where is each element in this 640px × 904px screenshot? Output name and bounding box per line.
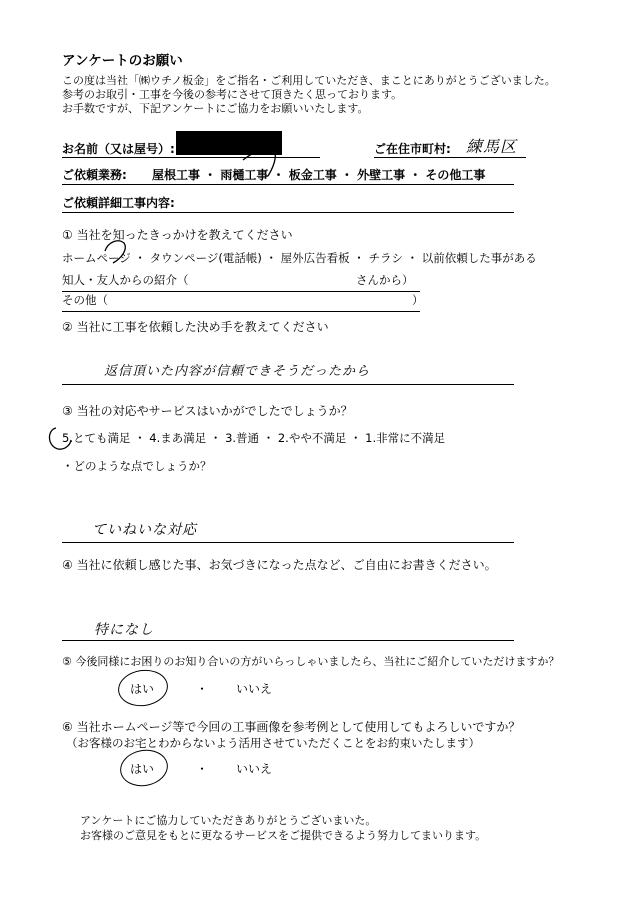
intro-line-1: この度は当社「㈱ウチノ板金」をご指名・ご利用していただき、まことにありがとうございました。 [62,74,556,87]
q4-underline [62,640,514,641]
intro-line-3: お手数ですが、下記アンケートにご協力をお願いいたします。 [62,102,369,115]
request-underline [62,184,514,185]
q4-answer: 特になし [94,622,154,638]
q5-yes-circle [116,667,171,710]
q1-options: ホームページ ・ タウンページ(電話帳) ・ 屋外広告看板 ・ チラシ ・ 以前依頼した事がある [62,251,537,265]
q6-no: いいえ [236,762,273,776]
q1-referral-underline [62,291,420,292]
q1-other: その他（ [62,293,108,307]
detail-label: ご依頼詳細工事内容: [62,196,175,210]
q5-separator: ・ [196,682,209,696]
q5-yes: はい [130,682,155,696]
q1-other-close: ） [412,293,424,307]
address-value: 練馬区 [466,137,518,156]
name-label: お名前（又は屋号）: [62,142,175,156]
q3-followup: ・どのような点でしょうか？ [62,459,212,473]
q1-other-underline [62,311,420,312]
q6-separator: ・ [196,762,209,776]
redacted-name [176,131,282,155]
q2-underline [62,384,514,385]
page-title: アンケートのお願い [62,53,183,69]
q6-yes: はい [130,762,155,776]
q3-underline [62,542,514,543]
q1-question: ① 当社を知ったきっかけを教えてください [62,228,293,242]
q6-note: （お客様のお宅とわからないよう活用させていただくことをお約束いたします） [66,736,480,750]
footer-line-1: アンケートにご協力していただきありがとうございまいた。 [80,814,377,827]
q6-question: ⑥ 当社ホームページ等で今回の工事画像を参考例として使用してもよろしいですか？ [62,720,521,734]
q4-question: ④ 当社に依頼し感じた事、お気づきになった点など、ご自由にお書きください。 [62,558,497,572]
address-label: ご在住市町村: [374,142,451,156]
address-underline [374,157,526,158]
footer-line-2: お客様のご意見をもとに更なるサービスをご提供できるよう努力してまいります。 [80,829,487,842]
request-label: ご依頼業務: [62,168,127,182]
q6-yes-circle [117,746,171,790]
q3-answer: ていねいな対応 [92,522,197,538]
q3-options: 5.とても満足 ・ 4.まあ満足 ・ 3.普通 ・ 2.やや不満足 ・ 1.非常に不満足 [62,431,446,445]
q2-question: ② 当社に工事を依頼した決め手を教えてください [62,320,329,334]
request-options: 屋根工事 ・ 雨樋工事 ・ 板金工事 ・ 外壁工事 ・ その他工事 [152,168,486,182]
q1-referral: 知人・友人からの紹介（ [62,273,189,287]
name-underline [62,157,320,158]
q2-answer: 返信頂いた内容が信頼できそうだったから [104,364,371,379]
q3-question: ③ 当社の対応やサービスはいかがでしたでしょうか？ [62,404,353,418]
q5-no: いいえ [236,682,273,696]
detail-underline [62,212,514,213]
q1-referral-suffix: さんから） [356,273,414,287]
intro-line-2: 参考のお取引・工事を今後の参考にさせて頂きたく思っております。 [62,88,403,101]
q5-question: ⑤ 今後同様にお困りのお知り合いの方がいらっしゃいましたら、当社にご紹介していただけますか？ [62,655,560,668]
